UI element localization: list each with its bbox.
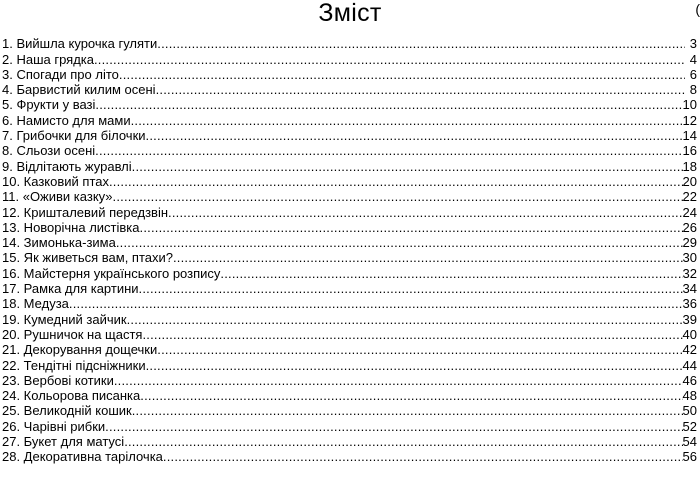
toc-entry-label: 11. «Оживи казку» xyxy=(2,189,113,205)
toc-dot-leader xyxy=(109,175,683,189)
toc-entry-page-number: 42 xyxy=(682,342,697,358)
toc-dot-leader xyxy=(94,53,685,67)
toc-entry-page-number: 34 xyxy=(682,281,697,297)
toc-entry-label: 9. Відлітають журавлі xyxy=(2,158,132,174)
toc-dot-leader xyxy=(163,450,683,464)
toc-entry-label: 20. Рушничок на щастя xyxy=(2,326,143,342)
toc-dot-leader xyxy=(69,297,683,311)
toc-entry-label: 4. Барвистий килим осені xyxy=(2,82,156,98)
toc-entry xyxy=(2,128,699,143)
toc-entry-label: 7. Грибочки для білочки xyxy=(2,128,146,144)
toc-entry-page-number: 44 xyxy=(682,357,697,373)
toc-dot-leader xyxy=(132,404,683,418)
toc-entry-page-number: 12 xyxy=(682,112,697,128)
toc-entry xyxy=(2,373,699,388)
toc-dot-leader xyxy=(142,328,682,342)
toc-entry-label: 2. Наша грядка xyxy=(2,51,94,67)
toc-entry-label: 12. Кришталевий передзвін xyxy=(2,204,169,220)
toc-entry-page-number: 50 xyxy=(682,403,697,419)
toc-dot-leader xyxy=(95,98,682,112)
toc-entry xyxy=(2,189,699,204)
toc-entry xyxy=(2,51,699,66)
toc-entry-page-number: 54 xyxy=(682,434,697,450)
toc-entry-page-number: 52 xyxy=(682,418,697,434)
toc-entry-page-number: 6 xyxy=(689,66,697,82)
toc-entry-page-number: 14 xyxy=(682,128,697,144)
toc-dot-leader xyxy=(113,190,683,204)
toc-entry xyxy=(2,418,699,433)
toc-entry-page-number: 10 xyxy=(682,97,697,113)
toc-entry-label: 16. Майстерня українського розпису xyxy=(2,265,221,281)
toc-entry-page-number: 26 xyxy=(682,219,697,235)
toc-dot-leader xyxy=(140,221,683,235)
toc-entry xyxy=(2,388,699,403)
toc-dot-leader xyxy=(146,129,683,143)
toc-dot-leader xyxy=(146,359,683,373)
toc-entry-page-number: 36 xyxy=(682,296,697,312)
toc-entry-label: 14. Зимонька-зима xyxy=(2,235,116,251)
toc-entry xyxy=(2,220,699,235)
toc-entry-page-number: 46 xyxy=(682,372,697,388)
toc-entry-label: 1. Вийшла курочка гуляти xyxy=(2,36,158,52)
toc-entry xyxy=(2,342,699,357)
toc-entry-label: 17. Рамка для картини xyxy=(2,281,139,297)
toc-dot-leader xyxy=(157,37,685,51)
toc-entry-label: 19. Кумедний зайчик xyxy=(2,311,127,327)
toc-entry xyxy=(2,327,699,342)
toc-dot-leader xyxy=(220,267,682,281)
toc-entry-page-number: 32 xyxy=(682,265,697,281)
toc-dot-leader xyxy=(95,144,682,158)
toc-entry-label: 26. Чарівні рибки xyxy=(2,418,106,434)
toc-entry-label: 3. Спогади про літо xyxy=(2,66,119,82)
toc-dot-leader xyxy=(173,251,683,265)
toc-entry xyxy=(2,434,699,449)
toc-entry-page-number: 18 xyxy=(682,158,697,174)
toc-dot-leader xyxy=(127,313,683,327)
toc-entry-page-number: 22 xyxy=(682,189,697,205)
corner-mark: ( xyxy=(695,1,700,17)
toc-dot-leader xyxy=(132,160,683,174)
toc-dot-leader xyxy=(156,83,685,97)
toc-entry xyxy=(2,311,699,326)
toc-entry xyxy=(2,265,699,280)
toc-entry-label: 5. Фрукти у вазі xyxy=(2,97,96,113)
toc-dot-leader xyxy=(139,282,683,296)
toc-entry xyxy=(2,357,699,372)
table-of-contents xyxy=(2,36,699,464)
toc-entry-page-number: 20 xyxy=(682,173,697,189)
page-title: Зміст xyxy=(318,0,382,27)
toc-entry-page-number: 24 xyxy=(682,204,697,220)
toc-entry-page-number: 29 xyxy=(682,235,697,251)
toc-dot-leader xyxy=(114,374,683,388)
toc-entry xyxy=(2,158,699,173)
toc-entry-page-number: 3 xyxy=(689,36,697,52)
toc-entry-page-number: 30 xyxy=(682,250,697,266)
toc-entry xyxy=(2,235,699,250)
toc-dot-leader xyxy=(105,420,682,434)
toc-entry xyxy=(2,82,699,97)
toc-entry-label: 6. Намисто для мами xyxy=(2,112,131,128)
toc-entry xyxy=(2,204,699,219)
toc-entry-label: 23. Вербові котики xyxy=(2,372,114,388)
toc-dot-leader xyxy=(131,114,683,128)
toc-entry-label: 27. Букет для матусі xyxy=(2,434,125,450)
toc-entry xyxy=(2,36,699,51)
toc-entry-label: 24. Кольорова писанка xyxy=(2,388,141,404)
toc-entry xyxy=(2,449,699,464)
toc-entry-label: 13. Новорічна листівка xyxy=(2,219,140,235)
toc-entry xyxy=(2,403,699,418)
toc-entry-label: 15. Як живеться вам, птахи? xyxy=(2,250,173,266)
toc-entry xyxy=(2,97,699,112)
toc-entry xyxy=(2,67,699,82)
toc-dot-leader xyxy=(168,206,682,220)
toc-entry-page-number: 8 xyxy=(689,82,697,98)
toc-entry-label: 22. Тендітні підсніжники xyxy=(2,357,146,373)
toc-entry-page-number: 48 xyxy=(682,388,697,404)
toc-entry-page-number: 56 xyxy=(682,449,697,465)
toc-dot-leader xyxy=(140,389,682,403)
toc-entry-page-number: 16 xyxy=(682,143,697,159)
toc-dot-leader xyxy=(116,236,683,250)
toc-dot-leader xyxy=(119,68,685,82)
toc-entry-label: 25. Великодній кошик xyxy=(2,403,132,419)
toc-entry xyxy=(2,250,699,265)
toc-entry-page-number: 39 xyxy=(682,311,697,327)
toc-entry xyxy=(2,296,699,311)
toc-entry xyxy=(2,143,699,158)
toc-entry-page-number: 40 xyxy=(682,326,697,342)
toc-entry-label: 28. Декоративна тарілочка xyxy=(2,449,163,465)
toc-dot-leader xyxy=(157,343,682,357)
toc-entry xyxy=(2,281,699,296)
toc-dot-leader xyxy=(124,435,682,449)
toc-entry-label: 8. Сльози осені xyxy=(2,143,96,159)
toc-entry xyxy=(2,174,699,189)
toc-entry-label: 10. Казковий птах xyxy=(2,173,109,189)
toc-entry-label: 21. Декорування дощечки xyxy=(2,342,158,358)
toc-entry-label: 18. Медуза xyxy=(2,296,69,312)
toc-entry-page-number: 4 xyxy=(689,51,697,67)
toc-entry xyxy=(2,112,699,127)
